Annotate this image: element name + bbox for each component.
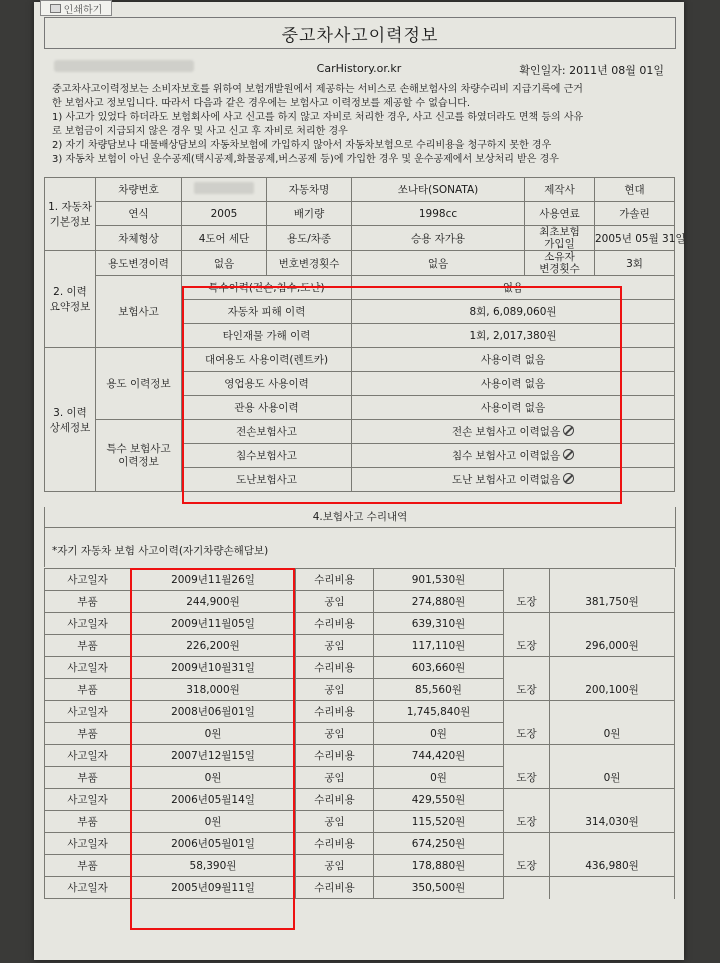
accident-date: 2006년05월14일 bbox=[131, 789, 296, 811]
label-labor: 공임 bbox=[296, 635, 374, 657]
label-theft: 도난보험사고 bbox=[182, 468, 352, 492]
labor-cost: 85,560원 bbox=[374, 679, 504, 701]
accident-date: 2007년12월15일 bbox=[131, 745, 296, 767]
label-paint: 도장 bbox=[504, 767, 550, 789]
value-use: 승용 자가용 bbox=[352, 226, 525, 251]
label-paint: 도장 bbox=[504, 635, 550, 657]
empty-cell bbox=[504, 745, 550, 767]
page-title: 중고차사고이력정보 bbox=[44, 17, 676, 49]
confirm-date: 확인일자: 2011년 08월 01일 bbox=[519, 64, 664, 77]
paint-cost: 381,750원 bbox=[550, 591, 675, 613]
label-repair-cost: 수리비용 bbox=[296, 657, 374, 679]
parts-cost: 0원 bbox=[131, 811, 296, 833]
labor-cost: 0원 bbox=[374, 723, 504, 745]
car-no-redacted bbox=[182, 178, 267, 202]
labor-cost: 115,520원 bbox=[374, 811, 504, 833]
label-repair-cost: 수리비용 bbox=[296, 701, 374, 723]
label-insurance: 보험사고 bbox=[96, 276, 182, 348]
intro-line: 1) 사고가 있었다 하더라도 보험회사에 사고 신고를 하지 않고 자비로 처리한 경우, 사고 신고를 하였더라도 면책 등의 사유 bbox=[52, 112, 584, 123]
label-rental: 대여용도 사용이력(렌트카) bbox=[182, 348, 352, 372]
label-public: 관용 사용이력 bbox=[182, 396, 352, 420]
label-use-change: 용도변경이력 bbox=[96, 251, 182, 276]
label-labor: 공임 bbox=[296, 679, 374, 701]
flood-text: 침수 보험사고 이력없음 bbox=[451, 450, 561, 462]
empty-cell bbox=[550, 569, 675, 591]
empty-cell bbox=[504, 613, 550, 635]
repair-cost: 1,745,840원 bbox=[374, 701, 504, 723]
label-labor: 공임 bbox=[296, 723, 374, 745]
label-repair-cost: 수리비용 bbox=[296, 789, 374, 811]
labor-cost: 178,880원 bbox=[374, 855, 504, 877]
report-header bbox=[44, 56, 674, 78]
intro-line: 로 보험금이 지급되지 않은 경우 및 사고 신고 후 자비로 처리한 경우 bbox=[52, 126, 348, 137]
label-labor: 공임 bbox=[296, 811, 374, 833]
accident-date: 2009년11월26일 bbox=[131, 569, 296, 591]
total-loss-text: 전손 보험사고 이력없음 bbox=[451, 426, 561, 438]
label-repair-cost: 수리비용 bbox=[296, 613, 374, 635]
label-paint: 도장 bbox=[504, 591, 550, 613]
label-paint: 도장 bbox=[504, 723, 550, 745]
label-total-loss: 전손보험사고 bbox=[182, 420, 352, 444]
repair-cost: 744,420원 bbox=[374, 745, 504, 767]
accident-date: 2008년06월01일 bbox=[131, 701, 296, 723]
labor-cost: 0원 bbox=[374, 767, 504, 789]
label-labor: 공임 bbox=[296, 591, 374, 613]
repair-cost: 350,500원 bbox=[374, 877, 504, 899]
label-repair-cost: 수리비용 bbox=[296, 569, 374, 591]
value-other-damage: 1회, 2,017,380원 bbox=[352, 324, 675, 348]
repair-cost: 674,250원 bbox=[374, 833, 504, 855]
paint-cost: 314,030원 bbox=[550, 811, 675, 833]
highlight-box bbox=[130, 568, 295, 930]
section-summary: 2. 이력 요약정보 bbox=[45, 251, 96, 348]
value-first-insured: 2005년 05월 31일 bbox=[595, 226, 675, 251]
repair-cost: 901,530원 bbox=[374, 569, 504, 591]
empty-cell bbox=[550, 613, 675, 635]
parts-cost: 0원 bbox=[131, 723, 296, 745]
label-parts: 부품 bbox=[45, 723, 131, 745]
repair-section-title: 4.보험사고 수리내역 bbox=[44, 507, 676, 528]
label-paint: 도장 bbox=[504, 855, 550, 877]
value-shape: 4도어 세단 bbox=[182, 226, 267, 251]
empty-cell bbox=[550, 789, 675, 811]
parts-cost: 0원 bbox=[131, 767, 296, 789]
intro-line: 2) 자기 차량담보나 대물배상담보의 자동차보험에 가입하지 않아서 자동차보험으로 수리비용을 청구하지 못한 경우 bbox=[52, 140, 552, 151]
value-year: 2005 bbox=[182, 202, 267, 226]
empty-cell bbox=[504, 789, 550, 811]
value-fuel: 가솔린 bbox=[595, 202, 675, 226]
printer-icon bbox=[50, 4, 61, 13]
label-owner-change: 소유자 변경횟수 bbox=[525, 251, 595, 276]
value-owner-change: 3회 bbox=[595, 251, 675, 276]
label-date: 사고일자 bbox=[45, 657, 131, 679]
value-use-change: 없음 bbox=[182, 251, 267, 276]
value-model: 쏘나타(SONATA) bbox=[352, 178, 525, 202]
repair-cost: 429,550원 bbox=[374, 789, 504, 811]
parts-cost: 58,390원 bbox=[131, 855, 296, 877]
label-repair-cost: 수리비용 bbox=[296, 833, 374, 855]
parts-cost: 318,000원 bbox=[131, 679, 296, 701]
value-special: 없음 bbox=[352, 276, 675, 300]
accident-date: 2009년11월05일 bbox=[131, 613, 296, 635]
intro-text bbox=[44, 83, 672, 167]
paint-cost: 0원 bbox=[550, 723, 675, 745]
label-cc: 배기량 bbox=[267, 202, 352, 226]
label-date: 사고일자 bbox=[45, 745, 131, 767]
label-repair-cost: 수리비용 bbox=[296, 745, 374, 767]
empty-cell bbox=[550, 877, 675, 899]
highlight-box bbox=[182, 286, 622, 504]
label-special: 특수이력(전손,침수,도난) bbox=[182, 276, 352, 300]
label-paint: 도장 bbox=[504, 679, 550, 701]
label-parts: 부품 bbox=[45, 635, 131, 657]
empty-cell bbox=[550, 745, 675, 767]
empty-cell bbox=[504, 877, 550, 899]
empty-cell bbox=[550, 701, 675, 723]
intro-line: 한 보험사고 정보입니다. 따라서 다음과 같은 경우에는 보험사고 이력정보를 제공할 수 없습니다. bbox=[52, 98, 471, 109]
section-basic: 1. 자동차 기본정보 bbox=[45, 178, 96, 251]
paint-cost: 200,100원 bbox=[550, 679, 675, 701]
label-date: 사고일자 bbox=[45, 877, 131, 899]
label-use-history: 용도 이력정보 bbox=[96, 348, 182, 420]
paint-cost: 0원 bbox=[550, 767, 675, 789]
label-first-insured: 최초보험 가입일 bbox=[525, 226, 595, 251]
accident-date: 2009년10월31일 bbox=[131, 657, 296, 679]
value-own-damage: 8회, 6,089,060원 bbox=[352, 300, 675, 324]
accident-date: 2006년05월01일 bbox=[131, 833, 296, 855]
section-detail: 3. 이력 상세정보 bbox=[45, 348, 96, 492]
label-special-insurance: 특수 보험사고 이력정보 bbox=[96, 420, 182, 492]
intro-line: 3) 자동차 보험이 아닌 운수공제(택시공제,화물공제,버스공제 등)에 가입한 경우 및 운수공제에서 보상처리 받은 경우 bbox=[52, 154, 559, 165]
value-business: 사용이력 없음 bbox=[352, 372, 675, 396]
label-parts: 부품 bbox=[45, 811, 131, 833]
empty-cell bbox=[504, 701, 550, 723]
repair-cost: 639,310원 bbox=[374, 613, 504, 635]
label-car-no: 차량번호 bbox=[96, 178, 182, 202]
label-fuel: 사용연료 bbox=[525, 202, 595, 226]
label-date: 사고일자 bbox=[45, 833, 131, 855]
parts-cost: 244,900원 bbox=[131, 591, 296, 613]
label-date: 사고일자 bbox=[45, 569, 131, 591]
label-flood: 침수보험사고 bbox=[182, 444, 352, 468]
label-labor: 공임 bbox=[296, 767, 374, 789]
label-parts: 부품 bbox=[45, 679, 131, 701]
empty-cell bbox=[550, 833, 675, 855]
empty-cell bbox=[504, 569, 550, 591]
value-plate-change: 없음 bbox=[352, 251, 525, 276]
labor-cost: 117,110원 bbox=[374, 635, 504, 657]
repair-cost: 603,660원 bbox=[374, 657, 504, 679]
theft-text: 도난 보험사고 이력없음 bbox=[451, 474, 561, 486]
accident-date: 2005년09월11일 bbox=[131, 877, 296, 899]
label-plate-change: 번호변경횟수 bbox=[267, 251, 352, 276]
label-business: 영업용도 사용이력 bbox=[182, 372, 352, 396]
empty-cell bbox=[550, 657, 675, 679]
parts-cost: 226,200원 bbox=[131, 635, 296, 657]
label-paint: 도장 bbox=[504, 811, 550, 833]
label-date: 사고일자 bbox=[45, 701, 131, 723]
label-parts: 부품 bbox=[45, 591, 131, 613]
paint-cost: 296,000원 bbox=[550, 635, 675, 657]
label-parts: 부품 bbox=[45, 767, 131, 789]
empty-cell bbox=[504, 833, 550, 855]
label-model: 자동차명 bbox=[267, 178, 352, 202]
site-name: CarHistory.or.kr bbox=[316, 62, 402, 75]
label-parts: 부품 bbox=[45, 855, 131, 877]
label-own-damage: 자동차 피해 이력 bbox=[182, 300, 352, 324]
empty-cell bbox=[504, 657, 550, 679]
label-repair-cost: 수리비용 bbox=[296, 877, 374, 899]
print-button-label: 인쇄하기 bbox=[63, 4, 103, 16]
value-maker: 현대 bbox=[595, 178, 675, 202]
label-date: 사고일자 bbox=[45, 789, 131, 811]
label-labor: 공임 bbox=[296, 855, 374, 877]
value-public: 사용이력 없음 bbox=[352, 396, 675, 420]
value-cc: 1998cc bbox=[352, 202, 525, 226]
intro-line: 중고차사고이력정보는 소비자보호를 위하여 보험개발원에서 제공하는 서비스로 손해보험사의 차량수리비 지급기록에 근거 bbox=[52, 84, 583, 95]
label-date: 사고일자 bbox=[45, 613, 131, 635]
label-use: 용도/차종 bbox=[267, 226, 352, 251]
labor-cost: 274,880원 bbox=[374, 591, 504, 613]
paint-cost: 436,980원 bbox=[550, 855, 675, 877]
label-shape: 차체형상 bbox=[96, 226, 182, 251]
self-insurance-title: *자기 자동차 보험 사고이력(자기차량손해담보) bbox=[52, 545, 269, 557]
label-other-damage: 타인재물 가해 이력 bbox=[182, 324, 352, 348]
print-button[interactable] bbox=[40, 0, 112, 16]
label-maker: 제작사 bbox=[525, 178, 595, 202]
value-rental: 사용이력 없음 bbox=[352, 348, 675, 372]
label-year: 연식 bbox=[96, 202, 182, 226]
